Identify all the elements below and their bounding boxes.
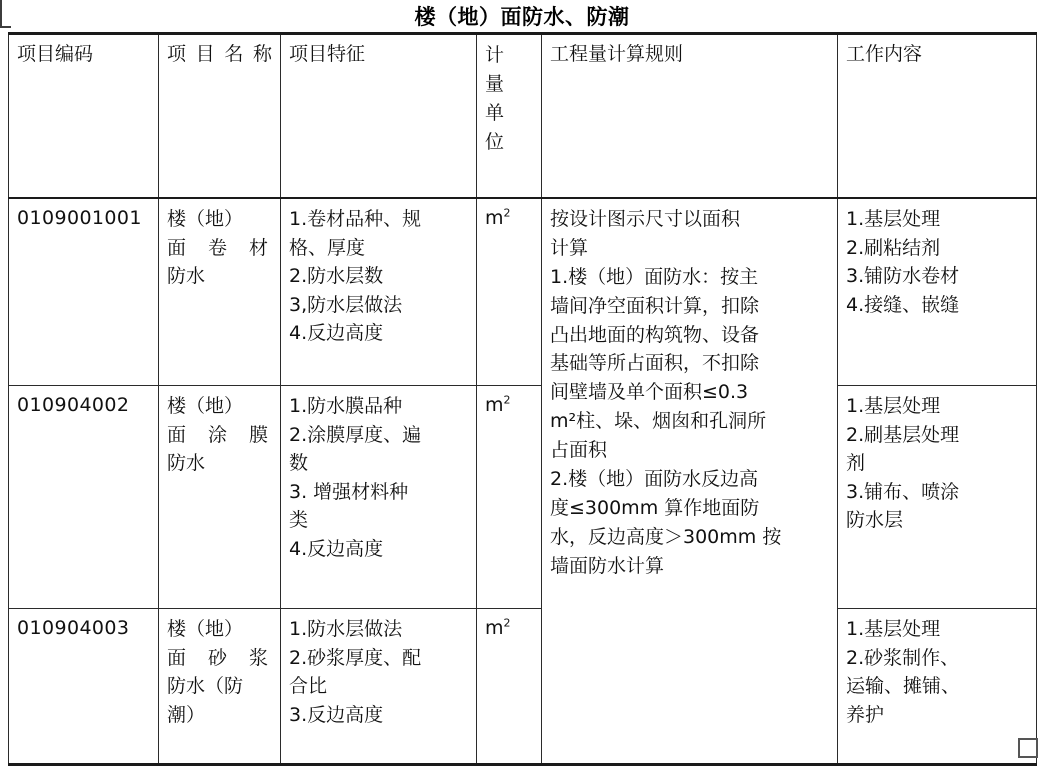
column-header-unit xyxy=(477,34,542,199)
cell-work-content xyxy=(838,609,1037,765)
name-line: 防水 xyxy=(167,265,206,287)
feature-line: 1.卷材品种、规 xyxy=(289,208,422,230)
name-line: 防水（防 xyxy=(167,675,244,697)
work-line: 1.基层处理 xyxy=(846,395,941,417)
unit-header-char-4: 位 xyxy=(485,130,505,153)
name-line: 楼（地） xyxy=(167,208,244,230)
column-header-name: 项目名称 xyxy=(159,34,281,199)
work-line: 防水层 xyxy=(846,509,904,531)
feature-line: 1.防水层做法 xyxy=(289,618,403,640)
work-line: 养护 xyxy=(846,703,885,726)
name-line: 楼（地） xyxy=(167,395,244,417)
feature-line: 2.涂膜厚度、遍 xyxy=(289,423,422,446)
rule-line: 按设计图示尺寸以面积 xyxy=(550,208,741,230)
page-corner-mark-bottom-right xyxy=(1018,738,1038,758)
unit-header-char-3: 单 xyxy=(485,101,505,124)
specification-table xyxy=(8,32,1037,766)
rule-line: 占面积 xyxy=(550,439,608,461)
rule-line: 凸出地面的构筑物、设备 xyxy=(550,323,760,346)
feature-line: 数 xyxy=(289,452,309,474)
rule-line: 水，反边高度＞300mm 按 xyxy=(550,525,782,548)
document-title-bar xyxy=(0,0,1044,32)
work-line: 剂 xyxy=(846,452,866,474)
name-line: 面涂膜 xyxy=(167,423,268,446)
work-line: 2.刷基层处理 xyxy=(846,423,960,446)
table-row xyxy=(9,198,1037,386)
name-line: 面砂浆 xyxy=(167,646,268,669)
table-row xyxy=(9,609,1037,765)
rule-line: 2.楼（地）面防水反边高 xyxy=(550,467,759,490)
table-body xyxy=(9,198,1037,765)
feature-line: 4.反边高度 xyxy=(289,537,384,560)
cell-work-content xyxy=(838,198,1037,386)
cell-name xyxy=(159,386,281,609)
cell-code: 010904002 xyxy=(9,386,159,609)
rule-line: 度≤300mm 算作地面防 xyxy=(550,496,760,519)
work-line: 4.接缝、嵌缝 xyxy=(846,293,960,316)
table-header xyxy=(9,34,1037,199)
unit-exponent: 2 xyxy=(503,206,511,220)
feature-line: 类 xyxy=(289,509,309,531)
cell-calculation-rule xyxy=(542,198,838,765)
cell-unit xyxy=(477,198,542,386)
page-title: 楼（地）面防水、防潮 xyxy=(414,5,630,29)
unit-value: m xyxy=(485,207,504,229)
cell-code: 0109001001 xyxy=(9,198,159,386)
column-header-code: 项目编码 xyxy=(9,34,159,199)
feature-line: 1.防水膜品种 xyxy=(289,395,403,417)
work-line: 1.基层处理 xyxy=(846,618,941,640)
unit-exponent: 2 xyxy=(503,393,511,407)
name-line: 潮） xyxy=(167,703,206,726)
work-line: 3.铺防水卷材 xyxy=(846,265,960,287)
rule-line: 墙面防水计算 xyxy=(550,554,665,577)
header-row xyxy=(9,34,1037,199)
feature-line: 3. 增强材料种 xyxy=(289,480,409,503)
unit-value: m xyxy=(485,617,504,639)
feature-line: 格、厚度 xyxy=(289,236,366,259)
feature-line: 3,防水层做法 xyxy=(289,293,403,316)
feature-line: 合比 xyxy=(289,675,328,697)
cell-name xyxy=(159,609,281,765)
feature-line: 3.反边高度 xyxy=(289,703,384,726)
rule-line: m²柱、垛、烟囱和孔洞所 xyxy=(550,410,767,433)
rule-line: 计算 xyxy=(550,236,589,259)
name-line: 楼（地） xyxy=(167,618,244,640)
feature-line: 4.反边高度 xyxy=(289,322,384,344)
column-header-work: 工作内容 xyxy=(838,34,1037,199)
unit-header-char-1: 计 xyxy=(485,44,505,66)
cell-feature xyxy=(281,198,477,386)
table-row xyxy=(9,386,1037,609)
cell-feature xyxy=(281,609,477,765)
cell-unit xyxy=(477,386,542,609)
rule-line: 1.楼（地）面防水：按主 xyxy=(550,265,759,288)
cell-name xyxy=(159,198,281,386)
name-line: 面卷材 xyxy=(167,236,268,259)
rule-line: 基础等所占面积，不扣除 xyxy=(550,352,760,375)
work-line: 2.刷粘结剂 xyxy=(846,236,941,259)
unit-exponent: 2 xyxy=(503,616,511,630)
cell-feature xyxy=(281,386,477,609)
work-line: 1.基层处理 xyxy=(846,208,941,230)
cell-work-content xyxy=(838,386,1037,609)
work-line: 运输、摊铺、 xyxy=(846,675,961,697)
rule-line: 墙间净空面积计算，扣除 xyxy=(550,294,760,317)
cell-code: 010904003 xyxy=(9,609,159,765)
unit-value: m xyxy=(485,394,504,416)
work-line: 3.铺布、喷涂 xyxy=(846,480,960,503)
feature-line: 2.砂浆厚度、配 xyxy=(289,646,422,669)
column-header-rule: 工程量计算规则 xyxy=(542,34,838,199)
rule-line: 间壁墙及单个面积≤0.3 xyxy=(550,381,749,404)
work-line: 2.砂浆制作、 xyxy=(846,646,960,669)
column-header-feature: 项目特征 xyxy=(281,34,477,199)
name-line: 防水 xyxy=(167,452,206,474)
feature-line: 2.防水层数 xyxy=(289,265,384,287)
unit-header-char-2: 量 xyxy=(485,72,505,95)
cell-unit xyxy=(477,609,542,765)
